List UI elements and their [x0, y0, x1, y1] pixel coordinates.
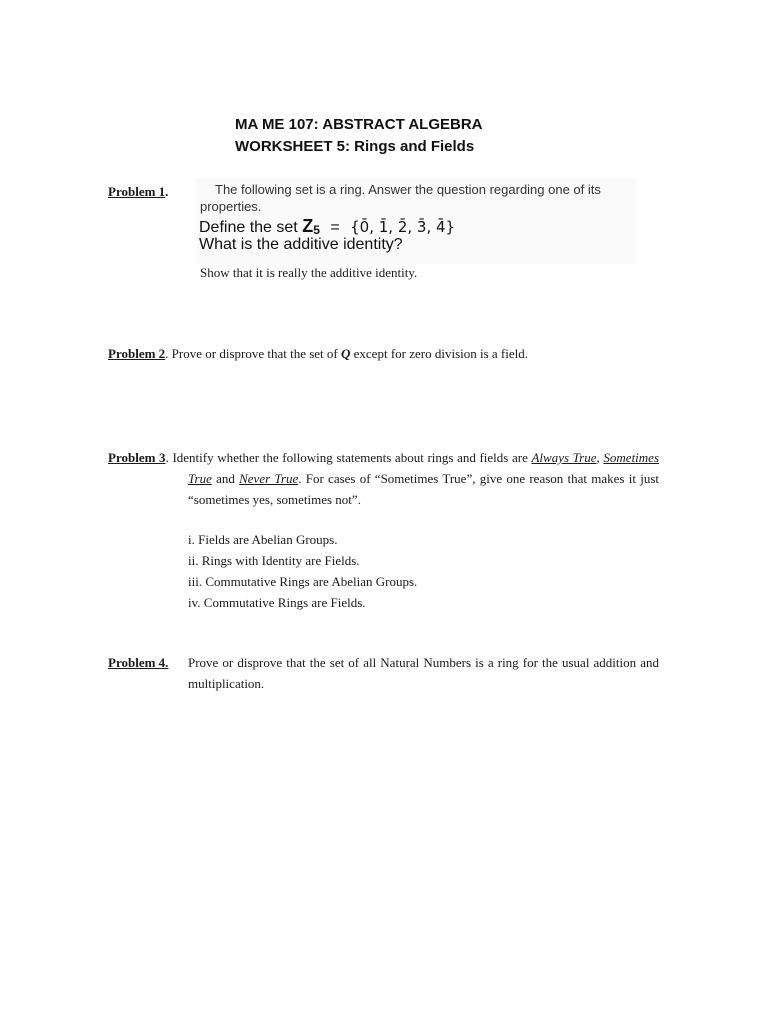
statement-item: iii. Commutative Rings are Abelian Groups. [188, 574, 418, 589]
problem-1-heading [108, 184, 168, 200]
snippet-set-definition [199, 216, 455, 237]
problem-1-label-punct: . [165, 184, 169, 199]
statement-item: iv. Commutative Rings are Fields. [188, 595, 366, 610]
define-prefix: Define the set [199, 219, 298, 236]
problem-2-text-before: . Prove or disprove that the set of [165, 346, 341, 361]
option-sometimes-true: Sometimes True [188, 450, 660, 486]
problem-3-sep-2: and [211, 471, 240, 486]
problem-2 [108, 346, 528, 362]
problem-1-snippet [197, 178, 637, 264]
problem-3-label: Problem 3 [108, 450, 166, 465]
problem-3-text [108, 447, 659, 510]
snippet-intro: The following set is a ring. Answer the question regarding one of its properties. [200, 182, 601, 214]
statement-item: i. Fields are Abelian Groups. [188, 532, 338, 547]
set-subscript: 5 [313, 223, 320, 237]
set-symbol-letter: Z [302, 216, 314, 236]
option-always-true: Always True [531, 450, 597, 465]
rationals-symbol: Q [341, 346, 351, 361]
problem-3-statements [188, 529, 417, 613]
problem-4-label: Problem 4. [108, 655, 169, 670]
problem-2-text-after: except for zero division is a field. [350, 346, 528, 361]
set-elements: {0̄, 1̄, 2̄, 3̄, 4̄} [350, 218, 456, 236]
option-never-true: Never True [239, 471, 299, 486]
statement-item: ii. Rings with Identity are Fields. [188, 553, 360, 568]
snippet-question: What is the additive identity? [199, 236, 403, 253]
problem-1-instruction: Show that it is really the additive identity. [200, 265, 418, 280]
problem-3-text-2: . For cases of “Sometimes True”, give one reason that makes it just “sometimes yes, sometimes not”. [188, 471, 659, 507]
worksheet-title: WORKSHEET 5: Rings and Fields [235, 138, 475, 155]
course-title: MA ME 107: ABSTRACT ALGEBRA [235, 116, 483, 133]
problem-3-text-1: . Identify whether the following statements about rings and fields are [165, 450, 532, 465]
set-symbol [302, 216, 320, 236]
set-equals: = [330, 219, 340, 236]
problem-2-label: Problem 2 [108, 346, 166, 361]
problem-4-text: Prove or disprove that the set of all Natural Numbers is a ring for the usual addition and multiplication. [188, 655, 659, 691]
problem-1-label: Problem 1 [108, 184, 166, 199]
problem-3-sep-1: , [596, 450, 604, 465]
problem-3 [108, 447, 659, 510]
problem-4 [108, 652, 659, 694]
